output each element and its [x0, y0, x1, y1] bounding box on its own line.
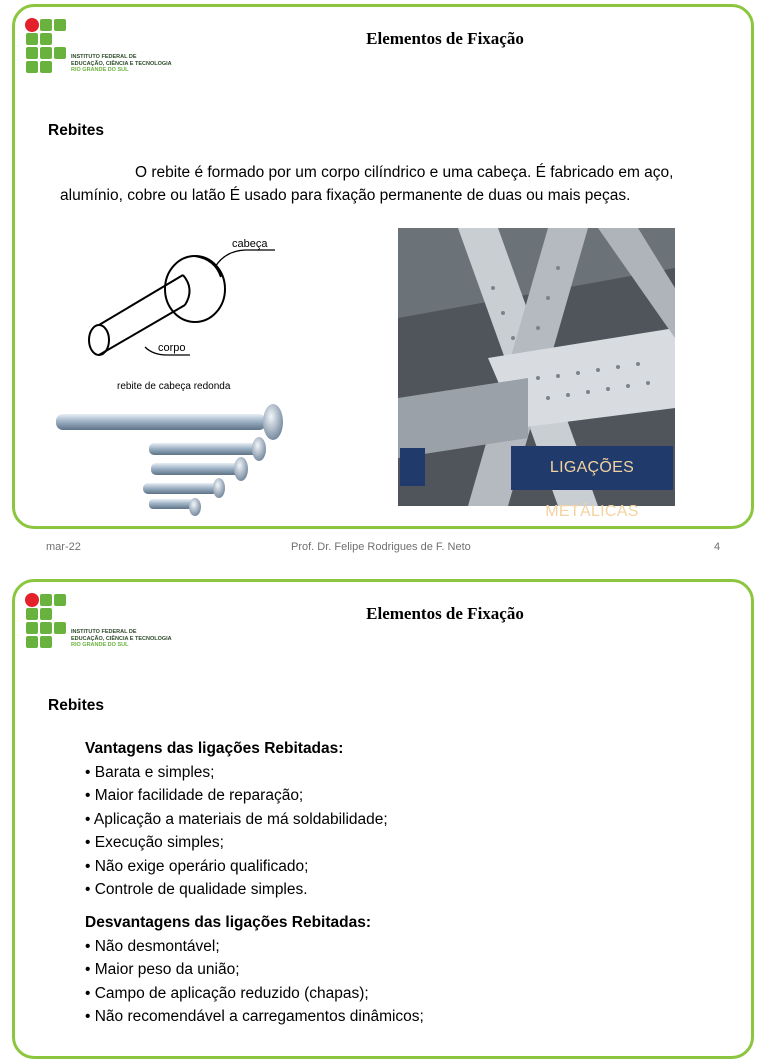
label-body: corpo — [158, 342, 186, 354]
slide-1 — [12, 4, 754, 529]
label-head: cabeça — [232, 238, 268, 250]
list-item: • Barata e simples; — [85, 761, 388, 785]
ifrs-logo — [25, 593, 185, 653]
disadvantages-list — [85, 911, 424, 1029]
slide-2 — [12, 579, 754, 1059]
footer-page-number: 4 — [714, 541, 721, 553]
logo-text-line1: INSTITUTO FEDERAL DE — [71, 54, 137, 60]
footer-author: Prof. Dr. Felipe Rodrigues de F. Neto — [291, 541, 471, 553]
caption-accent-bar — [400, 448, 425, 486]
rivet-description: O rebite é formado por um corpo cilíndrico e uma cabeça. É fabricado em aço, alumínio, cobre ou latão É usado para fixação permanente de duas ou mais peças. — [60, 164, 674, 204]
slide-title: Elementos de Fixação — [366, 604, 524, 623]
slide-title: Elementos de Fixação — [366, 29, 524, 48]
diagram-caption: rebite de cabeça redonda — [117, 381, 231, 392]
list-item: • Campo de aplicação reduzido (chapas); — [85, 982, 424, 1006]
logo-grid-icon — [25, 18, 69, 76]
list-item: • Não exige operário qualificado; — [85, 855, 388, 879]
advantages-list — [85, 737, 388, 902]
logo-text-line3: RIO GRANDE DO SUL — [71, 642, 129, 648]
logo-text-line2: EDUCAÇÃO, CIÊNCIA E TECNOLOGIA — [71, 635, 172, 642]
list-item: • Não recomendável a carregamentos dinâmicos; — [85, 1005, 424, 1029]
list-item: • Controle de qualidade simples. — [85, 878, 388, 902]
steel-structure-photo — [398, 228, 675, 520]
list-item: • Maior facilidade de reparação; — [85, 784, 388, 808]
logo-text-line3: RIO GRANDE DO SUL — [71, 67, 129, 73]
rivets-photo — [51, 391, 291, 526]
list-item: • Aplicação a materiais de má soldabilidade; — [85, 808, 388, 832]
section-heading: Rebites — [48, 697, 104, 714]
logo-text-line1: INSTITUTO FEDERAL DE — [71, 629, 137, 635]
list-item: • Maior peso da união; — [85, 958, 424, 982]
ifrs-logo — [25, 18, 185, 78]
section-heading: Rebites — [48, 122, 104, 139]
logo-text-line2: EDUCAÇÃO, CIÊNCIA E TECNOLOGIA — [71, 60, 172, 67]
rivet-diagram — [75, 237, 285, 392]
list-item: • Execução simples; — [85, 831, 388, 855]
footer-date: mar-22 — [46, 541, 81, 553]
list-item: • Não desmontável; — [85, 935, 424, 959]
disadvantages-heading: Desvantagens das ligações Rebitadas: — [85, 914, 372, 931]
advantages-heading: Vantagens das ligações Rebitadas: — [85, 740, 344, 757]
photo-caption: LIGAÇÕES METÁLICAS — [511, 446, 673, 490]
logo-grid-icon — [25, 593, 69, 651]
